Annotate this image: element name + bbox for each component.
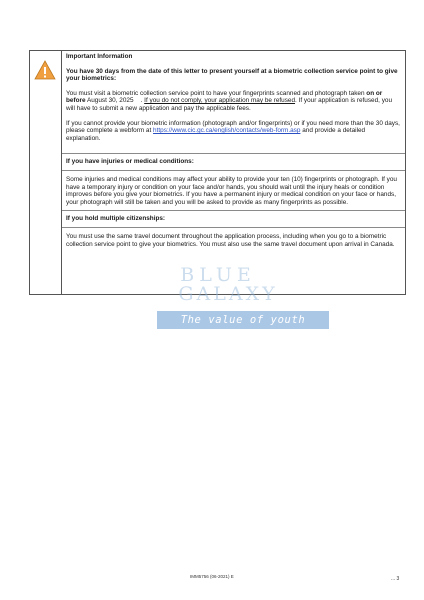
watermark-logo-line2: GALAXY bbox=[178, 283, 278, 305]
biometrics-deadline-notice: You have 30 days from the date of this letter to present yourself at a biometric collection service point to give your biometrics: bbox=[66, 67, 398, 83]
visit-service-point-paragraph: You must visit a biometric collection service point to have your fingerprints scanned and photograph taken on or before August 30, 2025 . If you do not comply, your application may be refused. If your application is refused, you will have to submit a new application and pay the applicable fees. bbox=[66, 89, 393, 112]
form-identifier: IMM5756 (06-2021) E bbox=[190, 574, 234, 579]
warning-triangle-icon bbox=[34, 60, 56, 80]
watermark-logo-line1: BLUE bbox=[180, 264, 256, 286]
box-title: Important Information bbox=[66, 53, 133, 60]
webform-link[interactable]: https://www.cic.gc.ca/english/contacts/web-form.asp bbox=[153, 127, 301, 135]
section-divider bbox=[62, 227, 405, 228]
injuries-heading: If you have injuries or medical conditions: bbox=[66, 158, 194, 166]
icon-column bbox=[30, 51, 62, 294]
important-information-box bbox=[29, 50, 406, 295]
watermark-tagline: The value of youth bbox=[180, 314, 306, 326]
section-divider bbox=[62, 153, 405, 154]
page-number: ... 3 bbox=[391, 576, 400, 582]
section-divider bbox=[62, 170, 405, 171]
injuries-paragraph: Some injuries and medical conditions may affect your ability to provide your ten (10) fingerprints or photograph. If you have a temporary injury or condition on your face and/or hands, you should wait until the injury heals or condition improves before you give your biometrics. If you have a permanent injury or medical condition on your face or hands, your photograph will still be taken and you will be asked to provide as many fingerprints as possible. bbox=[66, 175, 397, 206]
refusal-warning: If you do not comply, your application may be refused bbox=[144, 97, 296, 105]
webform-paragraph: If you cannot provide your biometric information (photograph and/or fingerprints) or if you need more than the 30 days, please complete a webform at https://www.cic.gc.ca/english/contacts/web-form.asp and provide a detailed explanation. bbox=[66, 119, 400, 142]
citizenship-paragraph: You must use the same travel document throughout the application process, including when you go to a biometric collection service point to give your biometrics. You must also use the same travel document upon arrival in Canada. bbox=[66, 232, 395, 248]
section-divider bbox=[62, 210, 405, 211]
citizenship-heading: If you hold multiple citizenships: bbox=[66, 215, 166, 223]
deadline-date: August 30, 2025 bbox=[85, 97, 134, 105]
information-content bbox=[62, 51, 405, 294]
